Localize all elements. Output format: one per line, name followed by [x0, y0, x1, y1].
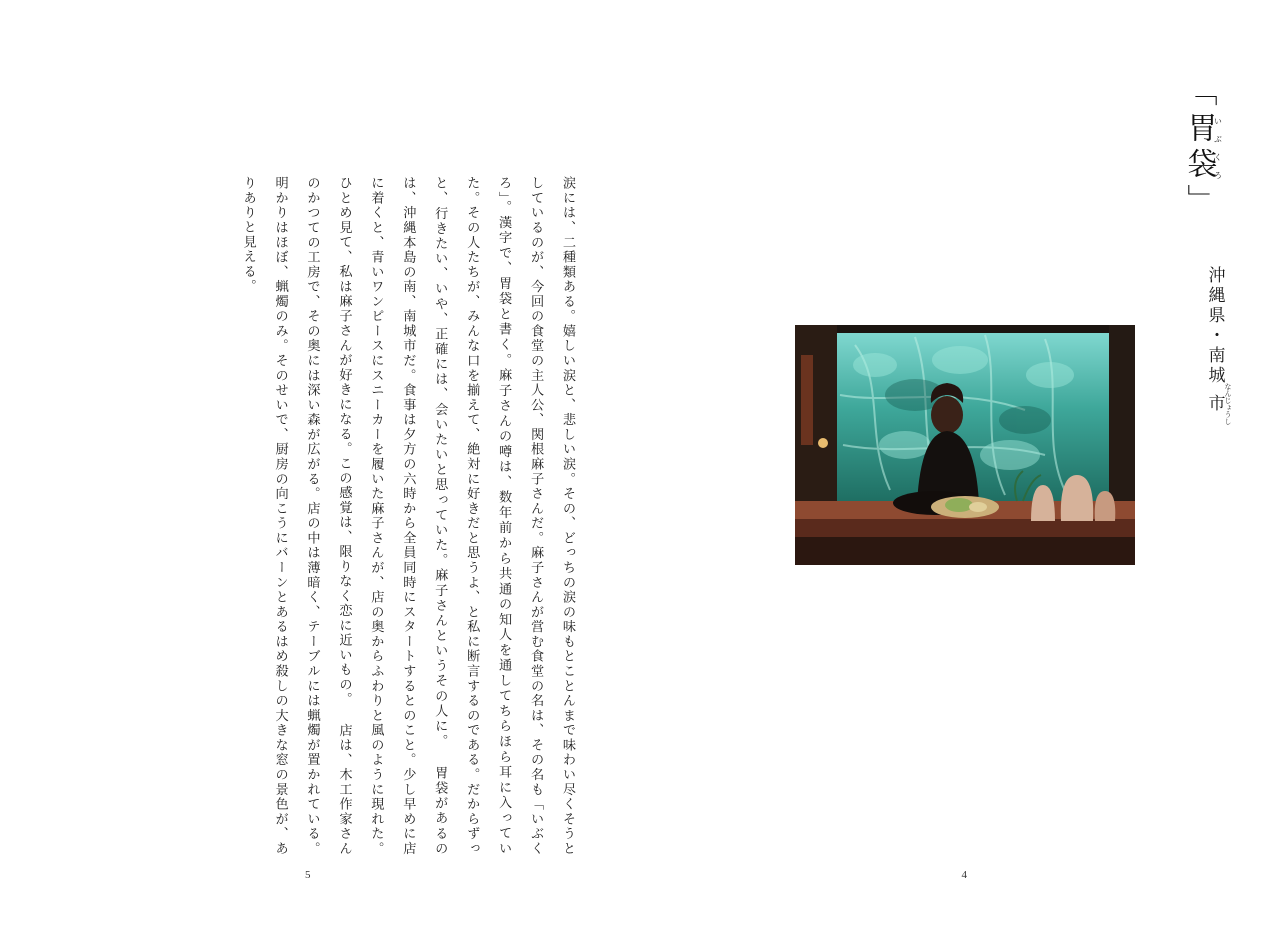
- chapter-photo-image: [795, 325, 1135, 565]
- chapter-location: 沖縄県・南城市 なんじょうし: [1205, 266, 1232, 425]
- folio-page-4: 4: [961, 869, 968, 881]
- chapter-title: 「胃袋いぶくろ」: [1182, 76, 1223, 220]
- folio-page-5: 5: [305, 869, 312, 881]
- chapter-location-ruby: なんじょうし: [1224, 383, 1232, 425]
- chapter-photo: [795, 325, 1135, 565]
- page-right: [640, 0, 1280, 929]
- chapter-title-block: [1177, 76, 1232, 426]
- chapter-title-ruby: いぶくろ: [1213, 112, 1223, 184]
- body-text: 涙には、二種類ある。嬉しい涙と、悲しい涙。その、どっちの涙の味もとことんまで味わい尽くそうとしているのが、今回の食堂の主人公、関根麻子さんだ。麻子さんが営む食堂の名は、その名も「いぶくろ」。漢字で、胃袋と書く。麻子さんの噂は、数年前から共通の知人を通してちらほら耳に入っていた。その人たちが、みんな口を揃えて、絶対に好きだと思うよ、と私に断言するのである。だからずっと、行きたい、いや、正確には、会いたいと思っていた。麻子さんというその人に。 胃袋があるのは、沖縄本島の南、南城市だ。食事は夕方の六時から全員同時にスタートするとのこと。少し早めに店に着くと、青いワンピースにスニーカーを履いた麻子さんが、店の奥からふわりと風のように現れた。ひとめ見て、私は麻子さんが好きになる。この感覚は、限りなく恋に近いもの。 店は、木工作家さんのかつての工房で、その奥には深い森が広がる。店の中は薄暗く、テーブルには蝋燭が置かれている。明かりはほぼ、蝋燭のみ。そのせいで、厨房の向こうにバーンとあるはめ殺しの大きな窓の景色が、ありありと見える。: [241, 176, 576, 856]
